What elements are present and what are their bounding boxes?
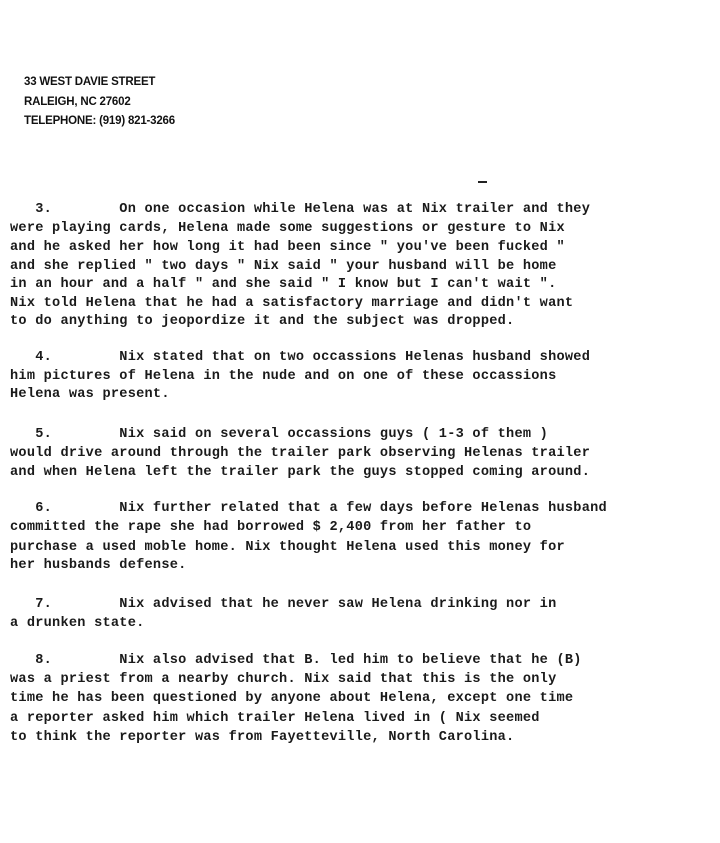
paragraph-5-line: 5. Nix said on several occassions guys ( 1-3 of them )	[10, 427, 549, 442]
paragraph-3-line: and he asked her how long it had been since " you've been fucked "	[10, 240, 565, 255]
paragraph-3-line: to do anything to jeopordize it and the subject was dropped.	[10, 314, 515, 329]
stray-mark	[478, 181, 487, 183]
paragraph-4-line: Helena was present.	[10, 387, 170, 402]
paragraph-8-line: time he has been questioned by anyone about Helena, except one time	[10, 691, 574, 706]
paragraph-7-line: 7. Nix advised that he never saw Helena drinking nor in	[10, 597, 557, 612]
paragraph-6-line: purchase a used moble home. Nix thought Helena used this money for	[10, 540, 565, 555]
paragraph-8-line: to think the reporter was from Fayetteville, North Carolina.	[10, 730, 515, 745]
letterhead-telephone: TELEPHONE: (919) 821-3266	[24, 115, 175, 127]
paragraph-4-line: 4. Nix stated that on two occassions Helenas husband showed	[10, 350, 591, 365]
paragraph-3-line: were playing cards, Helena made some suggestions or gesture to Nix	[10, 221, 565, 236]
paragraph-4-line: him pictures of Helena in the nude and on one of these occassions	[10, 369, 557, 384]
paragraph-5-line: would drive around through the trailer park observing Helenas trailer	[10, 446, 591, 461]
letterhead-city: RALEIGH, NC 27602	[24, 95, 131, 108]
paragraph-8-line: 8. Nix also advised that B. led him to believe that he (B)	[10, 653, 582, 668]
letterhead-street: 33 WEST DAVIE STREET	[24, 76, 156, 88]
paragraph-3-line: and she replied " two days " Nix said " your husband will be home	[10, 259, 557, 274]
paragraph-3-line: in an hour and a half " and she said " I know but I can't wait ".	[10, 277, 557, 292]
paragraph-6-line: committed the rape she had borrowed $ 2,400 from her father to	[10, 520, 532, 535]
paragraph-5-line: and when Helena left the trailer park the guys stopped coming around.	[10, 465, 591, 480]
paragraph-6-line: 6. Nix further related that a few days before Helenas husband	[10, 501, 607, 516]
paragraph-8-line: a reporter asked him which trailer Helena lived in ( Nix seemed	[10, 711, 540, 726]
letterhead	[24, 73, 175, 132]
paragraph-3-line: 3. On one occasion while Helena was at Nix trailer and they	[10, 202, 591, 217]
paragraph-3-line: Nix told Helena that he had a satisfactory marriage and didn't want	[10, 296, 574, 311]
paragraph-7-line: a drunken state.	[10, 616, 145, 631]
paragraph-6-line: her husbands defense.	[10, 558, 187, 573]
paragraph-8-line: was a priest from a nearby church. Nix said that this is the only	[10, 672, 557, 687]
